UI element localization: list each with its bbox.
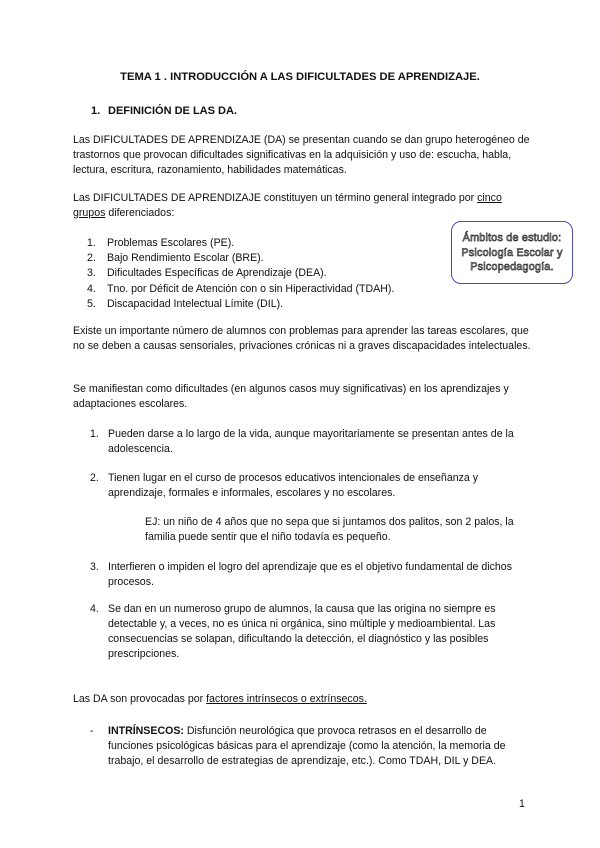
list-item: 5. Discapacidad Intelectual Límite (DIL). bbox=[87, 297, 284, 310]
section-number: 1. bbox=[91, 105, 101, 117]
intrinsic-label: INTRÍNSECOS: bbox=[108, 725, 184, 737]
paragraph-students: Existe un importante número de alumnos con problemas para aprender las tareas escolares, que no se deben a causas sensoriales, privaciones crónicas ni a graves discapacidades intelectuales. bbox=[73, 325, 531, 352]
factors-underlined: factores intrínsecos o extrínsecos. bbox=[206, 693, 367, 705]
page-title: TEMA 1 . INTRODUCCIÓN A LAS DIFICULTADES DE APRENDIZAJE. bbox=[120, 71, 480, 83]
paragraph-manifest: Se manifiestan como dificultades (en algunos casos muy significativas) en los aprendizajes y adaptaciones escolares. bbox=[73, 383, 509, 410]
callout-line-1: Ámbitos de estudio: bbox=[462, 232, 562, 244]
paragraph-definition: Las DIFICULTADES DE APRENDIZAJE (DA) se presentan cuando se dan grupo heterogéneo de trastornos que provocan dificultades significativas en la adquisición y uso de: escucha, habla, lectura, escritura, razonamiento, habilidades matemáticas. bbox=[73, 134, 530, 176]
groups-intro-text: Las DIFICULTADES DE APRENDIZAJE constituyen un término general integrado por bbox=[73, 192, 478, 204]
list-item: 3. Interfieren o impiden el logro del aprendizaje que es el objetivo fundamental de dichos procesos. bbox=[90, 561, 513, 588]
paragraph-groups-intro bbox=[73, 191, 533, 221]
callout-line-2: Psicología Escolar y bbox=[461, 246, 563, 259]
list-item: 1. Pueden darse a lo largo de la vida, aunque mayoritariamente se presentan antes de la adolescencia. bbox=[90, 428, 514, 455]
list-item-intrinsic bbox=[90, 724, 530, 769]
bullet-dash: - bbox=[90, 725, 94, 737]
groups-intro-underlined-1: cinco bbox=[477, 192, 502, 204]
factors-text: Las DA son provocadas por bbox=[73, 693, 207, 705]
paragraph-factors bbox=[73, 692, 533, 707]
list-item: 1. Problemas Escolares (PE). bbox=[87, 237, 235, 249]
groups-intro-tail: diferenciados: bbox=[105, 207, 175, 219]
list-item: 4. Tno. por Déficit de Atención con o sin Hiperactividad (TDAH). bbox=[87, 282, 395, 295]
groups-list bbox=[87, 236, 394, 312]
callout-box bbox=[451, 221, 573, 284]
list-item: 4. Se dan en un numeroso grupo de alumnos, la causa que las origina no siempre es detectable y, a veces, no es única ni orgánica, sino múltiple y medioambiental. Las consecuencias se solapan, dificultando la detección, el diagnóstico y las posibles prescripciones. bbox=[90, 603, 496, 660]
intrinsic-text: Disfunción neurológica que provoca retrasos en el desarrollo de funciones psicológicas básicas para el aprendizaje (como la atención, la memoria de trabajo, el desarrollo de estrategias de aprendizaje, etc.). Como TDAH, DIL y DEA. bbox=[108, 725, 506, 767]
list-item: 2. Tienen lugar en el curso de procesos educativos intencionales de enseñanza y aprendizaje, formales e informales, escolares y no escolares. bbox=[90, 472, 479, 499]
example-text: EJ: un niño de 4 años que no sepa que si juntamos dos palitos, son 2 palos, la familia puede sentir que el niño todavía es pequeño. bbox=[145, 516, 514, 543]
groups-intro-underlined-2: grupos bbox=[73, 207, 106, 219]
page-number: 1 bbox=[519, 798, 525, 810]
section-heading bbox=[91, 104, 237, 119]
callout-line-3: Psicopedagogía. bbox=[470, 261, 554, 273]
list-item: 3. Dificultades Específicas de Aprendizaje (DEA). bbox=[87, 267, 327, 280]
list-item: 2. Bajo Rendimiento Escolar (BRE). bbox=[87, 252, 264, 265]
section-heading-text: DEFINICIÓN DE LAS DA. bbox=[108, 105, 237, 117]
